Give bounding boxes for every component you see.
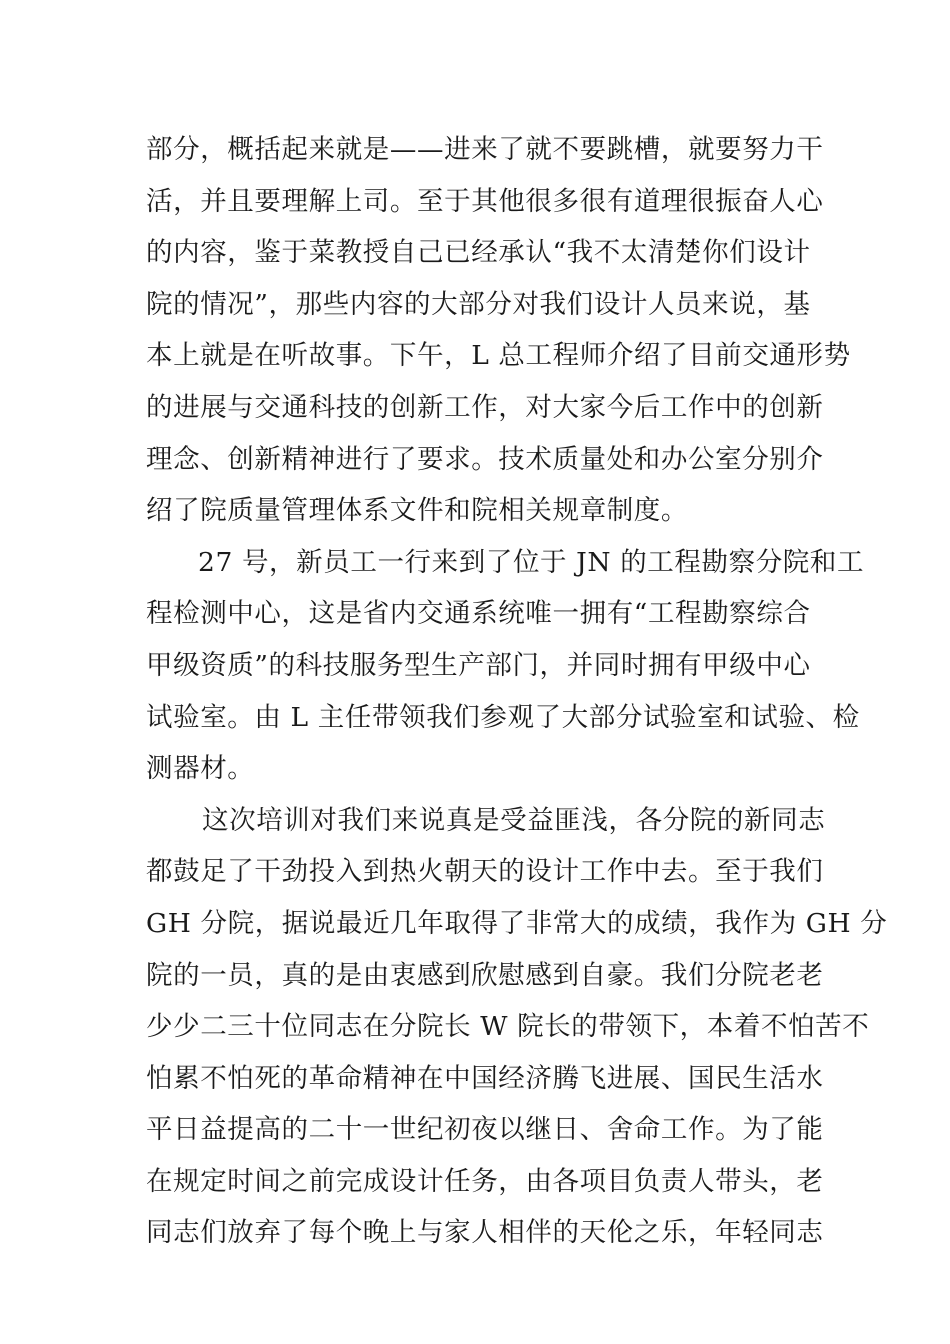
paragraph-line: 测器材。 (146, 753, 255, 785)
paragraph-line: 甲级资质”的科技服务型生产部门，并同时拥有甲级中心 (146, 649, 811, 681)
paragraph-line: 院的情况”，那些内容的大部分对我们设计人员来说，基 (146, 288, 811, 320)
paragraph-line: 的进展与交通科技的创新工作，对大家今后工作中的创新 (146, 391, 824, 423)
paragraph-line: GH 分院，据说最近几年取得了非常大的成绩，我作为 GH 分 (146, 907, 888, 939)
document-body (146, 124, 888, 1259)
paragraph-line: 同志们放弃了每个晚上与家人相伴的天伦之乐，年轻同志 (146, 1217, 824, 1249)
paragraph-survey-visit (146, 537, 865, 795)
paragraph-line: 活，并且要理解上司。至于其他很多很有道理很振奋人心 (146, 185, 824, 217)
paragraph-line: 院的一员，真的是由衷感到欣慰感到自豪。我们分院老老 (146, 959, 824, 991)
paragraph-line: 部分，概括起来就是——进来了就不要跳槽，就要努力干 (146, 134, 824, 165)
paragraph-line: 27 号，新员工一行来到了位于 JN 的工程勘察分院和工 (198, 546, 865, 578)
paragraph-line: 绍了院质量管理体系文件和院相关规章制度。 (146, 495, 688, 527)
paragraph-training-content (146, 124, 851, 537)
paragraph-training-benefits (146, 795, 888, 1259)
paragraph-line: 试验室。由 L 主任带领我们参观了大部分试验室和试验、检 (146, 701, 860, 733)
paragraph-line: 少少二三十位同志在分院长 W 院长的带领下，本着不怕苦不 (146, 1011, 870, 1043)
paragraph-line: 怕累不怕死的革命精神在中国经济腾飞进展、国民生活水 (146, 1062, 824, 1094)
paragraph-line: 程检测中心，这是省内交通系统唯一拥有“工程勘察综合 (146, 598, 811, 630)
paragraph-line: 这次培训对我们来说真是受益匪浅，各分院的新同志 (202, 804, 826, 836)
paragraph-line: 平日益提高的二十一世纪初夜以继日、舍命工作。为了能 (146, 1114, 824, 1146)
paragraph-line: 在规定时间之前完成设计任务，由各项目负责人带头，老 (146, 1165, 824, 1197)
paragraph-line: 理念、创新精神进行了要求。技术质量处和办公室分别介 (146, 443, 824, 475)
paragraph-line: 本上就是在听故事。下午，L 总工程师介绍了目前交通形势 (146, 340, 851, 372)
paragraph-line: 的内容，鉴于菜教授自己已经承认“我不太清楚你们设计 (146, 237, 811, 269)
paragraph-line: 都鼓足了干劲投入到热火朝天的设计工作中去。至于我们 (146, 856, 824, 888)
